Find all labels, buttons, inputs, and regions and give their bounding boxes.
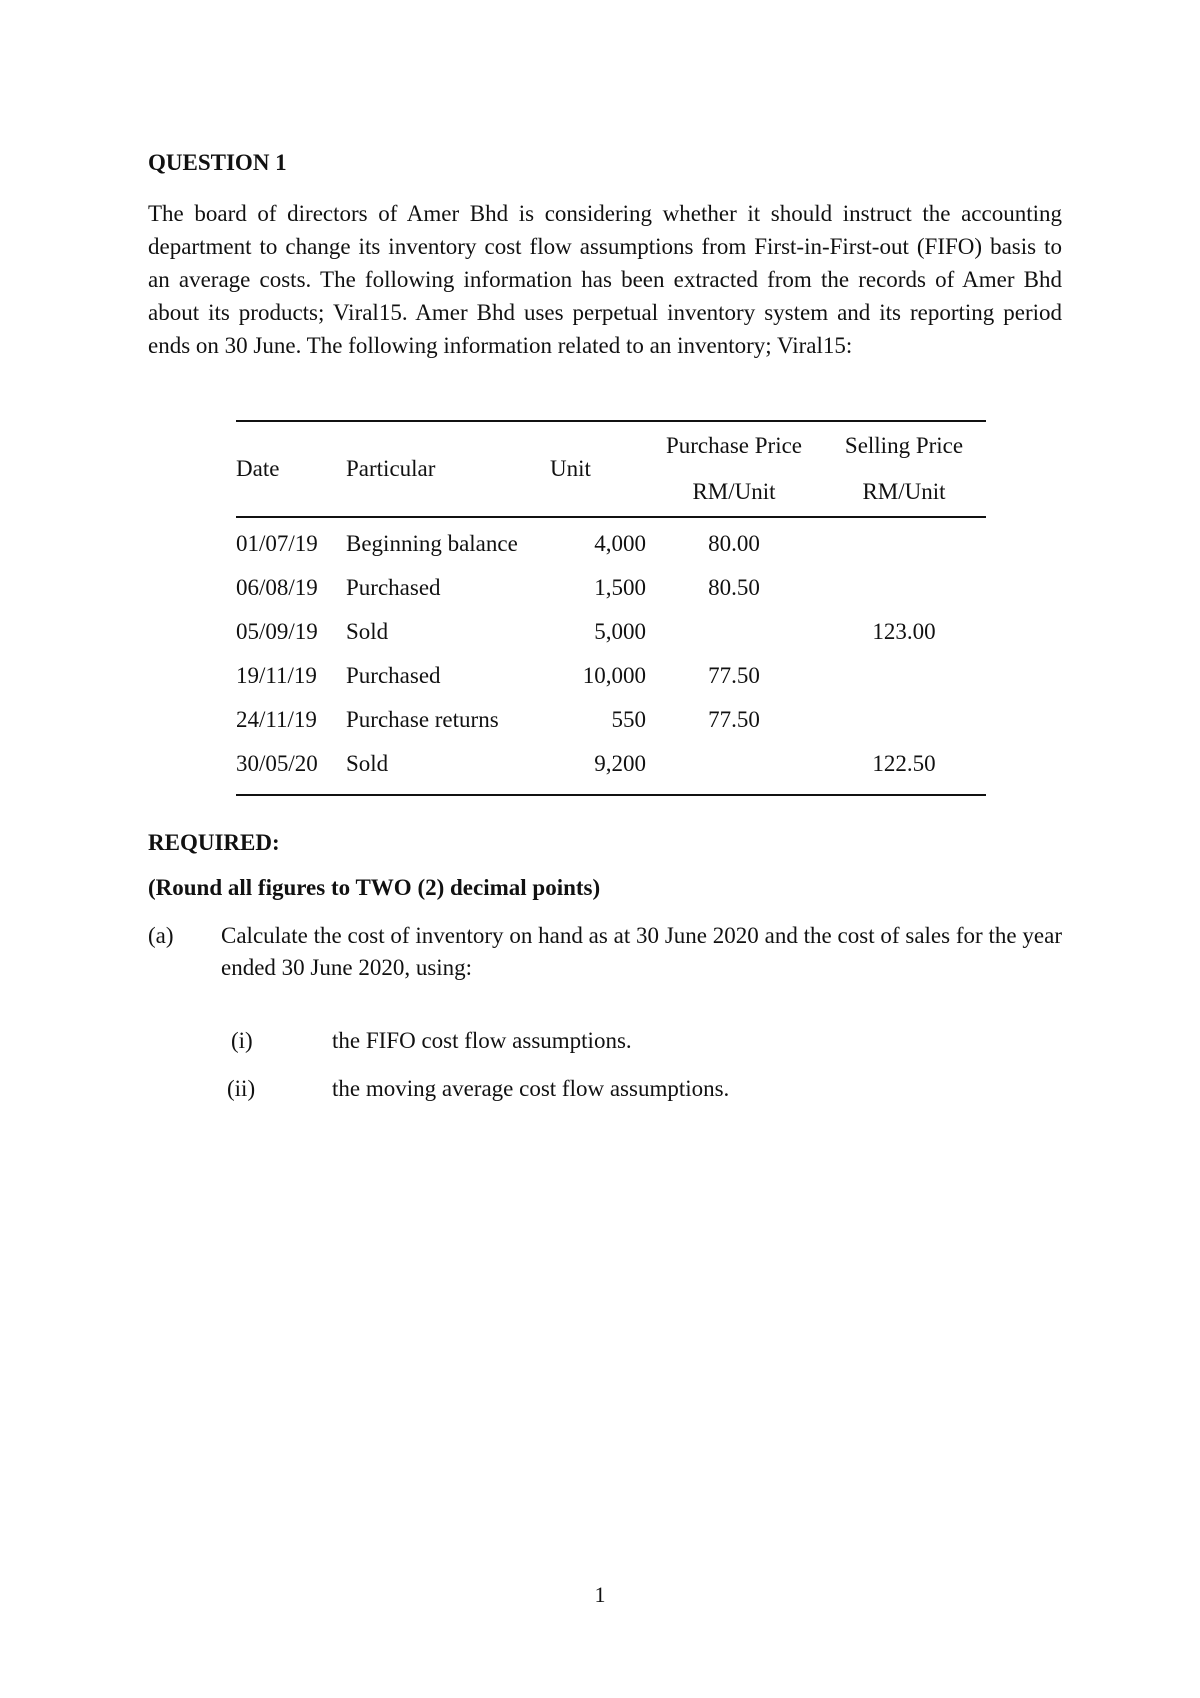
cell-date: 05/09/19 <box>236 619 318 644</box>
cell-date: 30/05/20 <box>236 751 318 776</box>
table-row <box>236 610 986 654</box>
header-selling-price-line2: RM/Unit <box>862 479 946 504</box>
cell-date: 01/07/19 <box>236 531 318 556</box>
cell-purchase-price <box>646 742 822 795</box>
cell-unit: 550 <box>611 707 646 732</box>
cell-particular: Purchased <box>346 575 441 600</box>
table-row <box>236 742 986 795</box>
cell-particular: Sold <box>346 619 389 644</box>
cell-selling-price: 122.50 <box>872 751 936 776</box>
cell-selling-price <box>822 517 986 566</box>
table-row <box>236 566 986 610</box>
cell-particular: Beginning balance <box>346 531 518 556</box>
required-heading: REQUIRED: <box>148 830 280 855</box>
inventory-table <box>236 420 986 796</box>
table-row <box>236 517 986 566</box>
cell-purchase-price: 80.50 <box>708 575 760 600</box>
cell-particular: Purchase returns <box>346 707 499 732</box>
header-purchase-price-line1: Purchase Price <box>665 433 803 458</box>
cell-purchase-price: 77.50 <box>708 663 760 688</box>
header-particular: Particular <box>346 456 436 481</box>
question-intro-paragraph: The board of directors of Amer Bhd is considering whether it should instruct the accounting department to change its inventory cost flow assumptions from First-in-First-out (FIFO) basis to an average costs. The following information has been extracted from the records of Amer Bhd about its products; Viral15. Amer Bhd uses perpetual inventory system and its reporting period ends on 30 June. The following information related to an inventory; Viral15: <box>148 201 1062 358</box>
table-row <box>236 698 986 742</box>
header-selling-price <box>822 421 986 517</box>
cell-selling-price <box>822 566 986 610</box>
sub-item-label: (ii) <box>227 1076 256 1101</box>
cell-date: 19/11/19 <box>236 663 317 688</box>
table-row <box>236 654 986 698</box>
sub-item-text: the FIFO cost flow assumptions. <box>332 1028 632 1053</box>
cell-unit: 4,000 <box>594 531 646 556</box>
header-unit: Unit <box>550 456 591 481</box>
header-purchase-price-line2: RM/Unit <box>692 479 776 504</box>
part-a-label: (a) <box>148 923 174 948</box>
cell-unit: 5,000 <box>594 619 646 644</box>
part-a-text: Calculate the cost of inventory on hand as at 30 June 2020 and the cost of sales for the year ended 30 June 2020, using: <box>221 923 1062 980</box>
cell-purchase-price: 77.50 <box>708 707 760 732</box>
question-heading: QUESTION 1 <box>148 150 287 175</box>
sub-item-text: the moving average cost flow assumptions. <box>332 1076 730 1101</box>
rounding-note: (Round all figures to TWO (2) decimal points) <box>148 875 601 900</box>
cell-purchase-price <box>646 610 822 654</box>
cell-unit: 9,200 <box>594 751 646 776</box>
cell-unit: 10,000 <box>582 663 646 688</box>
cell-particular: Purchased <box>346 663 441 688</box>
cell-selling-price <box>822 654 986 698</box>
header-purchase-price <box>646 421 822 517</box>
header-date: Date <box>236 456 280 481</box>
sub-item-label: (i) <box>231 1028 253 1053</box>
table-header-row <box>236 421 986 517</box>
cell-selling-price <box>822 698 986 742</box>
header-selling-price-line1: Selling Price <box>844 433 964 458</box>
cell-particular: Sold <box>346 751 389 776</box>
cell-date: 24/11/19 <box>236 707 317 732</box>
cell-purchase-price: 80.00 <box>708 531 760 556</box>
cell-date: 06/08/19 <box>236 575 318 600</box>
cell-selling-price: 123.00 <box>872 619 936 644</box>
cell-unit: 1,500 <box>594 575 646 600</box>
page-number: 1 <box>594 1582 606 1607</box>
